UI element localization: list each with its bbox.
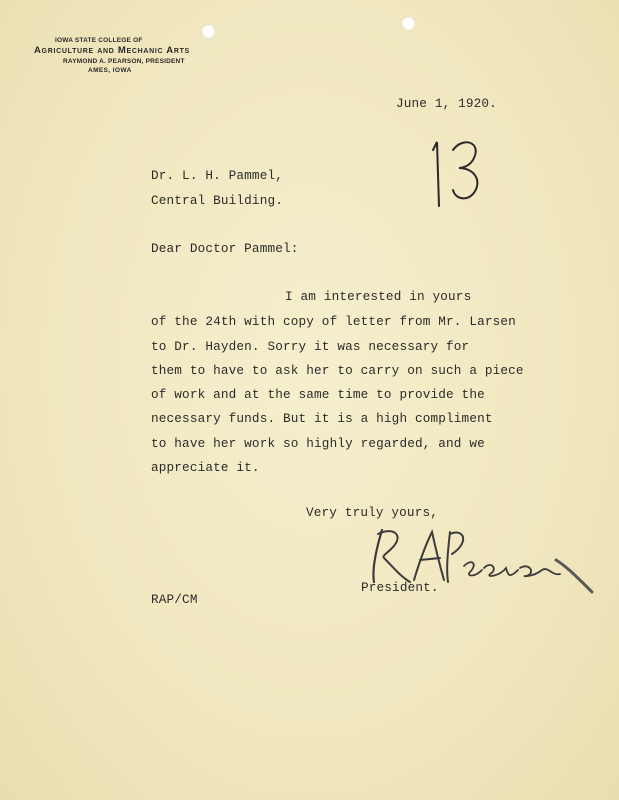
letterhead-president: RAYMOND A. PEARSON, PRESIDENT bbox=[63, 58, 185, 65]
body-line: of work and at the same time to provide the bbox=[151, 387, 485, 402]
complimentary-closing: Very truly yours, bbox=[306, 505, 438, 520]
punch-hole-right bbox=[402, 17, 415, 30]
salutation: Dear Doctor Pammel: bbox=[151, 241, 299, 256]
letterhead-college-name: Agriculture and Mechanic Arts bbox=[34, 45, 190, 56]
letterhead-city: AMES, IOWA bbox=[88, 67, 132, 74]
letter-date: June 1, 1920. bbox=[396, 96, 497, 111]
recipient-name: Dr. L. H. Pammel, bbox=[151, 168, 283, 183]
body-line: them to have to ask her to carry on such a piece bbox=[151, 363, 524, 378]
recipient-location: Central Building. bbox=[151, 193, 283, 208]
body-line: to have her work so highly regarded, and we bbox=[151, 436, 485, 451]
letterhead bbox=[30, 36, 235, 76]
handwritten-folio-number bbox=[425, 128, 485, 208]
letterhead-institution: IOWA STATE COLLEGE OF bbox=[55, 37, 143, 44]
body-line: necessary funds. But it is a high compliment bbox=[151, 411, 493, 426]
body-line: of the 24th with copy of letter from Mr. Larsen bbox=[151, 314, 516, 329]
body-line: I am interested in yours bbox=[285, 289, 472, 304]
signer-title: President. bbox=[361, 580, 439, 595]
body-line: to Dr. Hayden. Sorry it was necessary for bbox=[151, 339, 470, 354]
reference-initials: RAP/CM bbox=[151, 592, 198, 607]
body-line: appreciate it. bbox=[151, 460, 260, 475]
